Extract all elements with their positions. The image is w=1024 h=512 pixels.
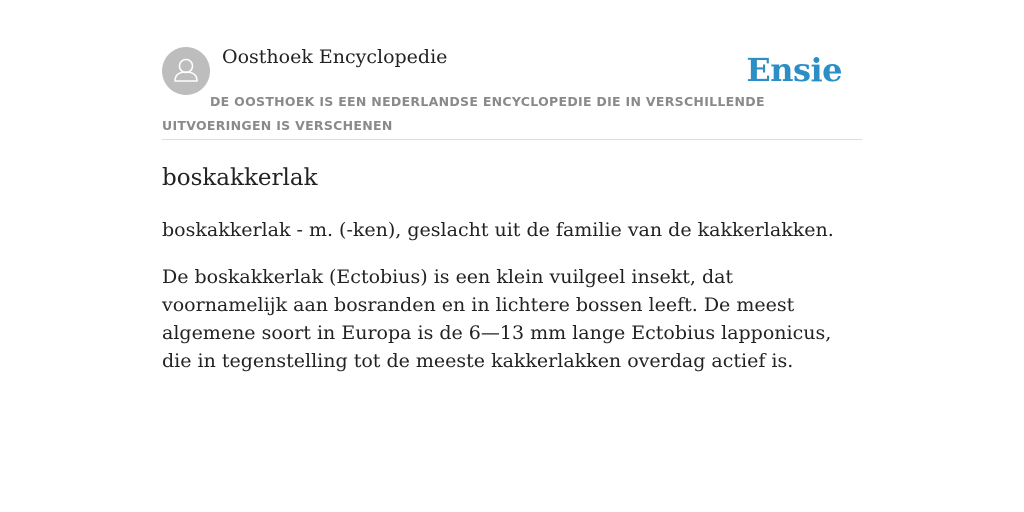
source-header bbox=[162, 44, 862, 140]
article-title: boskakkerlak bbox=[162, 165, 318, 191]
article-body bbox=[162, 216, 862, 394]
source-name-link[interactable]: Oosthoek Encyclopedie bbox=[222, 46, 448, 68]
article-paragraph: De boskakkerlak (Ectobius) is een klein vuilgeel insekt, dat voornamelijk aan bosranden en in lichtere bossen leeft. De meest algemene soort in Europa is de 6—13 mm lange Ectobius lapponicus, die in tegenstelling tot de meeste kakkerlakken overdag actief is. bbox=[162, 266, 832, 372]
article-paragraph: boskakkerlak - m. (-ken), geslacht uit de familie van de kakkerlakken. bbox=[162, 219, 834, 241]
person-outline-icon bbox=[162, 47, 210, 95]
brand-logo[interactable]: Ensie bbox=[746, 51, 842, 89]
source-description: DE OOSTHOEK IS EEN NEDERLANDSE ENCYCLOPEDIE DIE IN VERSCHILLENDE UITVOERINGEN IS VERSCHENEN bbox=[162, 94, 765, 133]
user-avatar-icon[interactable] bbox=[162, 47, 210, 95]
